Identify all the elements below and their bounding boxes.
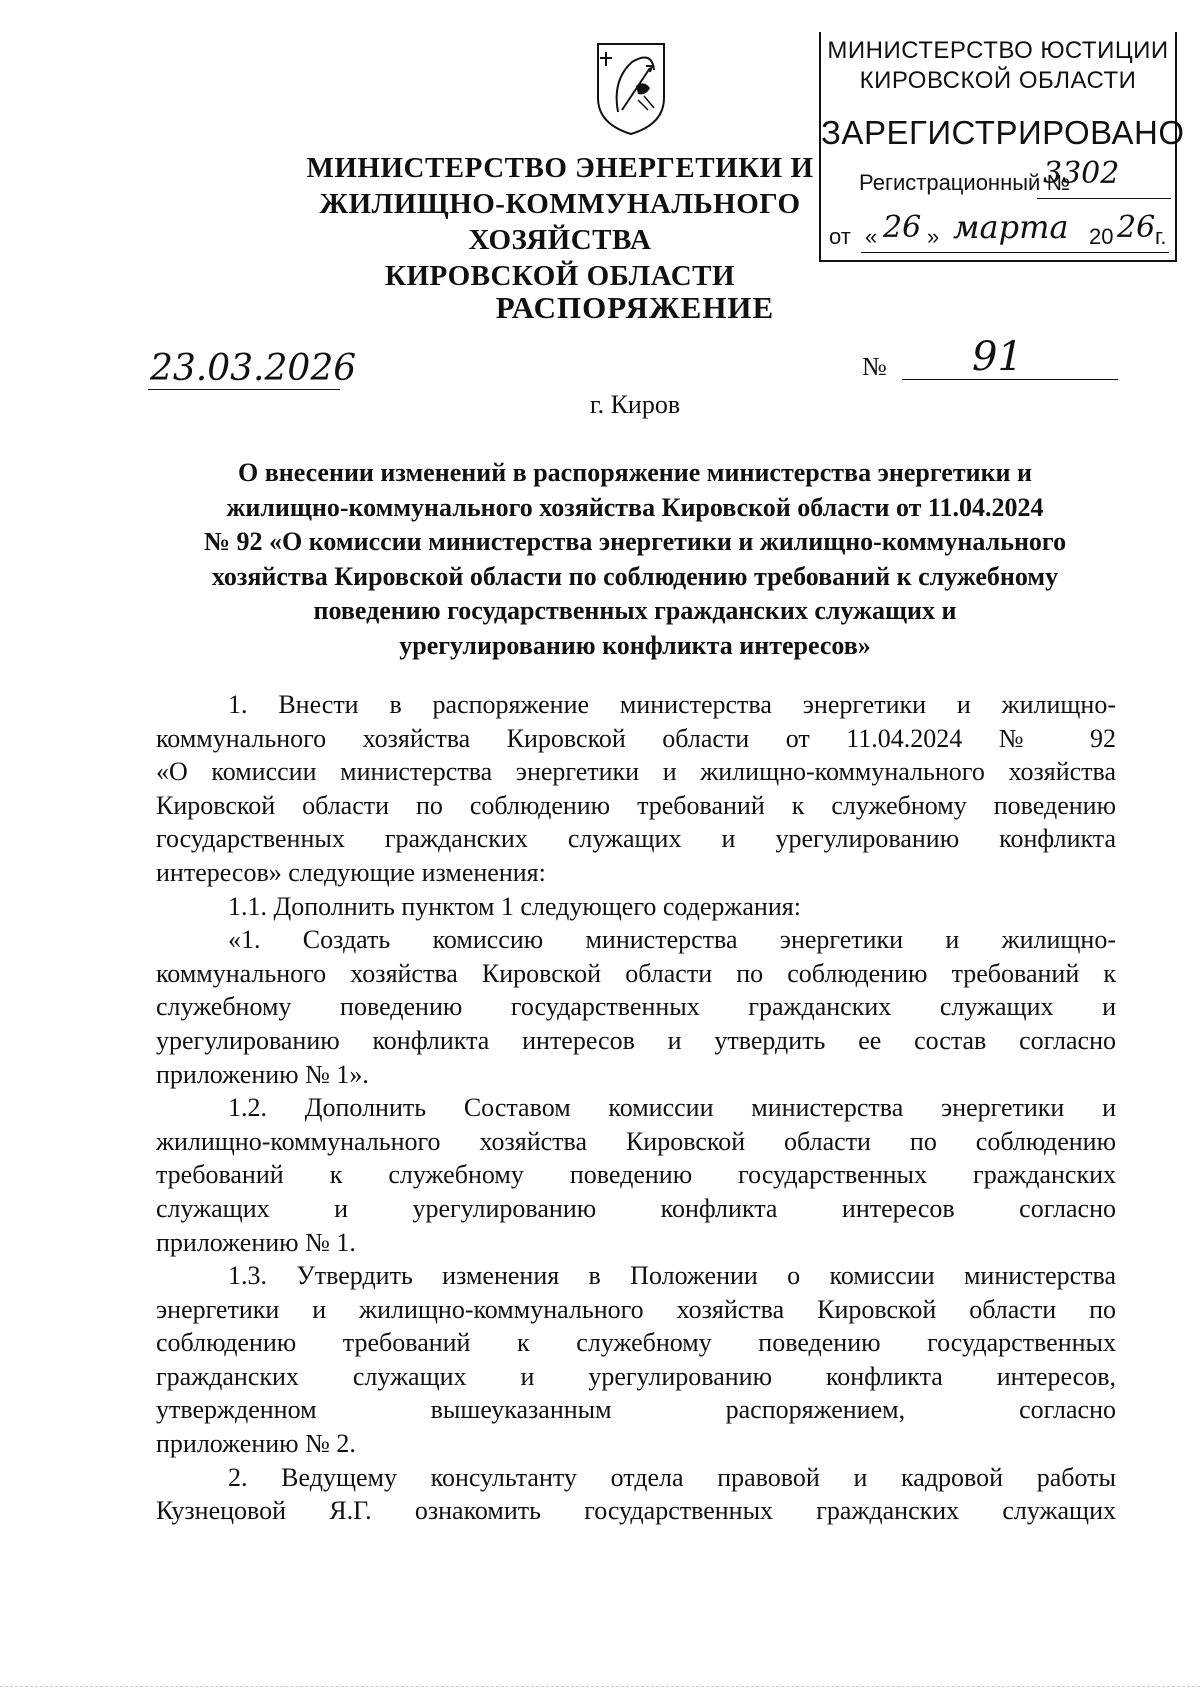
ministry-line-2: ЖИЛИЩНО-КОММУНАЛЬНОГО ХОЗЯЙСТВА <box>319 188 801 256</box>
stamp-date-open-quote: « <box>865 224 878 249</box>
document-city: г. Киров <box>589 390 681 419</box>
document-number-label: № <box>862 352 887 381</box>
body-line: Кузнецовой Я.Г. ознакомить государственных гражданских служащих <box>156 1496 1116 1526</box>
paragraph-1-3 <box>156 1259 1116 1461</box>
stamp-date-year-suffix: 26 <box>1117 210 1156 245</box>
document-body <box>156 688 1116 1528</box>
subject-line: жилищно-коммунального хозяйства Кировской области от 11.04.2024 <box>226 492 1044 522</box>
body-line: энергетики и жилищно-коммунального хозяйства Кировской области по <box>156 1294 1116 1324</box>
body-line: утвержденном вышеуказанным распоряжением, согласно <box>156 1395 1116 1425</box>
document-date: 23.03.2026 <box>150 348 357 389</box>
body-line: коммунального хозяйства Кировской области по соблюдению требований к <box>156 958 1116 988</box>
subject-line: хозяйства Кировской области по соблюдению требований к служебному <box>211 561 1059 591</box>
stamp-status: ЗАРЕГИСТРИРОВАНО <box>821 114 1185 151</box>
body-line: государственных гражданских служащих и урегулированию конфликта <box>156 824 1116 854</box>
stamp-line-1: МИНИСТЕРСТВО ЮСТИЦИИ <box>827 37 1169 64</box>
registration-stamp <box>819 32 1185 262</box>
page-edge-scan-line <box>0 1686 1200 1687</box>
stamp-date-day: 26 <box>883 210 922 245</box>
document-number-underline <box>902 379 1118 380</box>
body-line: служебному поведению государственных гражданских служащих и <box>156 992 1116 1022</box>
body-line: 1.3. Утвердить изменения в Положении о комиссии министерства <box>228 1261 1116 1291</box>
body-line: приложению № 1». <box>156 1059 369 1089</box>
subject-line: О внесении изменений в распоряжение министерства энергетики и <box>237 458 1033 487</box>
body-line: 1.1. Дополнить пунктом 1 следующего содержания: <box>228 891 801 921</box>
body-line: требований к служебному поведению государственных гражданских <box>156 1160 1116 1190</box>
ministry-name <box>280 150 840 294</box>
stamp-line-2: КИРОВСКОЙ ОБЛАСТИ <box>859 67 1137 94</box>
body-line: гражданских служащих и урегулированию конфликта интересов, <box>156 1361 1116 1391</box>
subject-line: № 92 «О комиссии министерства энергетики и жилищно-коммунального <box>203 527 1067 556</box>
paragraph-1-2 <box>156 1091 1116 1259</box>
document-type-heading: РАСПОРЯЖЕНИЕ <box>495 290 775 325</box>
body-line: «О комиссии министерства энергетики и жилищно-коммунального хозяйства <box>156 757 1116 787</box>
document-number: 91 <box>972 334 1023 380</box>
paragraph-1-1 <box>156 890 1116 924</box>
body-line: «1. Создать комиссию министерства энергетики и жилищно- <box>228 925 1116 955</box>
body-line: служащих и урегулированию конфликта интересов согласно <box>156 1193 1116 1223</box>
body-line: соблюдению требований к служебному поведению государственных <box>156 1328 1116 1358</box>
body-line: 2. Ведущему консультанту отдела правовой и кадровой работы <box>228 1462 1116 1492</box>
paragraph-2 <box>156 1461 1116 1528</box>
document-subject <box>150 456 1120 663</box>
subject-line: поведению государственных гражданских служащих и <box>313 596 957 625</box>
body-line: коммунального хозяйства Кировской области от 11.04.2024 № 92 <box>156 723 1116 753</box>
stamp-reg-number: 3302 <box>1043 156 1120 191</box>
body-line: приложению № 2. <box>156 1429 356 1459</box>
subject-line: урегулированию конфликта интересов» <box>399 630 871 660</box>
stamp-date-prefix: от <box>829 224 851 249</box>
body-line: приложению № 1. <box>156 1227 356 1257</box>
stamp-date-suffix: г. <box>1155 224 1167 249</box>
stamp-date-year-prefix: 20 <box>1089 224 1114 249</box>
ministry-line-1: МИНИСТЕРСТВО ЭНЕРГЕТИКИ И <box>306 152 814 184</box>
paragraph-1 <box>156 688 1116 890</box>
stamp-date-close-quote: » <box>927 224 940 249</box>
stamp-date-underline <box>861 252 1169 253</box>
body-line: урегулированию конфликта интересов и утвердить ее состав согласно <box>156 1025 1116 1055</box>
body-line: Кировской области по соблюдению требований к служебному поведению <box>156 790 1116 820</box>
coat-of-arms-emblem <box>592 40 670 136</box>
body-line: 1.2. Дополнить Составом комиссии министерства энергетики и <box>228 1093 1116 1123</box>
stamp-reg-underline <box>1037 198 1171 199</box>
body-line: жилищно-коммунального хозяйства Кировской области по соблюдению <box>156 1126 1116 1156</box>
stamp-date-month: марта <box>953 208 1069 246</box>
body-line: 1. Внести в распоряжение министерства энергетики и жилищно- <box>228 690 1116 719</box>
paragraph-1-1-quote <box>156 923 1116 1091</box>
ministry-line-3: КИРОВСКОЙ ОБЛАСТИ <box>384 260 736 292</box>
stamp-reg-label: Регистрационный № <box>859 170 1071 195</box>
body-line: интересов» следующие изменения: <box>156 857 546 887</box>
